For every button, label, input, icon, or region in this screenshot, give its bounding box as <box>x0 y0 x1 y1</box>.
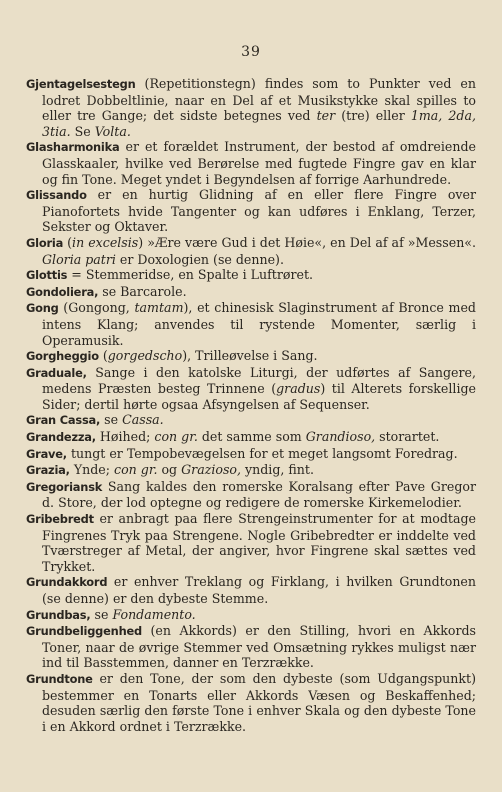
entry-text: se Barcarole. <box>98 283 187 299</box>
entry-italic-text: con gr. <box>154 429 198 445</box>
entry-italic-text: gradus <box>276 381 321 397</box>
dictionary-entry <box>26 284 476 301</box>
dictionary-entry <box>26 479 476 511</box>
dictionary-entry <box>26 235 476 267</box>
entry-text: (Gongong, <box>58 300 135 316</box>
entry-italic-text: Gloria patri <box>42 251 116 267</box>
entry-text: ) »Ære være Gud i det Høie«, en Del af af »Messen«. <box>138 234 477 250</box>
entry-headword: Glissando <box>26 188 87 203</box>
entry-headword: Grazia, <box>26 463 70 478</box>
entry-text: er enhver Treklang og Firklang, i hvilken Grundtonen (se denne) er den dybeste Stemme. <box>42 574 476 606</box>
entry-text: er en hurtig Glidning af en eller flere Fingre over Pianofortets hvide Tangenter og kan udføres i Enklang, Terzer, Sekster og Oktaver. <box>42 187 476 235</box>
entry-text: er den Tone, der som den dybeste (som Udgangspunkt) bestemmer en Tonarts eller Akkords Væsen og Beskaffenhed; desuden særlig den første Tone i enhver Skala og den dybeste Tone i en Akkord ordnet i Terzrække. <box>42 670 476 734</box>
entry-text: er et forældet Instrument, der bestod af omdreiende Glasskaaler, hvilke ved Berørelse med fugtede Fingre gav en klar og fin Tone. Meget yndet i Begyndelsen af forrige Aarhundrede. <box>42 139 476 187</box>
entry-text: (Repetitionstegn) findes som to Punkter ved en lodret Dobbeltlinie, naar en Del af et Musikstykke skal spilles to eller tre Gange; det sidste betegnes ved <box>42 76 476 124</box>
entry-italic-text: ter <box>316 108 336 124</box>
dictionary-entry <box>26 187 476 235</box>
entry-text: yndig, fint. <box>241 462 314 478</box>
entry-headword: Graduale, <box>26 365 87 380</box>
dictionary-entry <box>26 574 476 606</box>
dictionary-entry <box>26 462 476 479</box>
dictionary-entry <box>26 139 476 187</box>
dictionary-entry <box>26 623 476 671</box>
entry-italic-text: Grandioso, <box>305 429 376 445</box>
entry-text: se <box>90 606 113 622</box>
entry-headword: Glasharmonika <box>26 140 120 155</box>
dictionary-entry <box>26 348 476 365</box>
dictionary-entry <box>26 76 476 139</box>
entry-italic-text: Fondamento. <box>112 606 196 622</box>
entry-headword: Gran Cassa, <box>26 413 101 428</box>
dictionary-entry <box>26 607 476 624</box>
entry-text: Høihed; <box>95 429 155 445</box>
entry-italic-text: in excelsis <box>72 234 139 250</box>
dictionary-entry <box>26 671 476 734</box>
entry-text: er Doxologien (se denne). <box>115 251 284 267</box>
dictionary-entry <box>26 267 476 284</box>
entry-headword: Gorgheggio <box>26 349 99 364</box>
entry-text: ( <box>98 348 108 364</box>
entry-headword: Grundtone <box>26 671 93 686</box>
dictionary-entry <box>26 300 476 348</box>
entry-text: er anbragt paa flere Strengeinstrumenter for at modtage Fingrenes Tryk paa Strengene. Nogle Gribebredter er inddelte ved Tværstreger af Metal, der angiver, hvor Fingrene skal sættes ved Trykket. <box>42 511 476 574</box>
entry-headword: Glottis <box>26 268 68 283</box>
dictionary-entry <box>26 446 476 463</box>
entry-headword: Gjentagelsestegn <box>26 77 136 91</box>
entry-text: = Stemmeridse, en Spalte i Luftrøret. <box>67 267 314 283</box>
entry-headword: Gloria <box>26 235 64 250</box>
entry-list <box>26 76 476 734</box>
entry-headword: Gondoliera, <box>26 284 99 299</box>
entry-headword: Grave, <box>26 446 67 461</box>
entry-italic-text: con gr. <box>114 462 158 478</box>
entry-text: Se <box>70 123 95 139</box>
entry-text: se <box>100 412 123 428</box>
entry-headword: Gribebredt <box>26 512 94 527</box>
entry-headword: Grundakkord <box>26 575 108 590</box>
entry-text: tungt er Tempobevægelsen for et meget langsomt Foredrag. <box>66 445 458 461</box>
entry-text: ), et chinesisk Slaginstrument af Bronce med intens Klang; anvendes til rystende Momenter, særlig i Operamusik. <box>42 300 476 348</box>
entry-italic-text: gorgedscho <box>107 348 183 364</box>
dictionary-entry <box>26 511 476 574</box>
entry-italic-text: 1ma, 2da, 3tia. <box>42 108 476 139</box>
entry-italic-text: tamtam <box>134 300 184 316</box>
entry-text: og <box>157 462 182 478</box>
entry-italic-text: Volta. <box>94 123 131 139</box>
entry-text: storartet. <box>375 429 440 445</box>
entry-text: Sang kaldes den romerske Koralsang efter Pave Gregor d. Store, der lod optegne og redigere de romerske Kirkemelodier. <box>42 478 476 511</box>
page-number: 39 <box>241 44 261 60</box>
entry-text: det samme som <box>197 429 306 445</box>
entry-headword: Grandezza, <box>26 430 96 445</box>
entry-text: ) til Alterets forskellige Sider; dertil hørte ogsaa Afsyngelsen af Sequenser. <box>42 381 476 412</box>
entry-italic-text: Cassa. <box>122 412 164 428</box>
entry-text: Ynde; <box>69 462 115 478</box>
entry-text: Sange i den katolske Liturgi, der udførtes af Sangere, medens Præsten besteg Trinnene ( <box>42 364 476 397</box>
entry-text: ), Trilleøvelse i Sang. <box>182 348 318 364</box>
dictionary-entry <box>26 412 476 429</box>
entry-italic-text: Grazioso, <box>181 462 242 478</box>
entry-headword: Gregoriansk <box>26 479 103 494</box>
entry-headword: Gong <box>26 301 59 316</box>
entry-text: (tre) eller <box>335 108 411 124</box>
dictionary-entry <box>26 365 476 413</box>
entry-text: (en Akkords) er den Stilling, hvori en Akkords Toner, naar de øvrige Stemmer ved Omsætning rykkes muligst nær ind til Basstemmen, danner en Terzrække. <box>42 623 476 671</box>
entry-headword: Grundbas, <box>26 607 91 622</box>
entry-headword: Grundbeliggenhed <box>26 624 142 639</box>
dictionary-entry <box>26 429 476 446</box>
entry-text: ( <box>63 234 73 250</box>
